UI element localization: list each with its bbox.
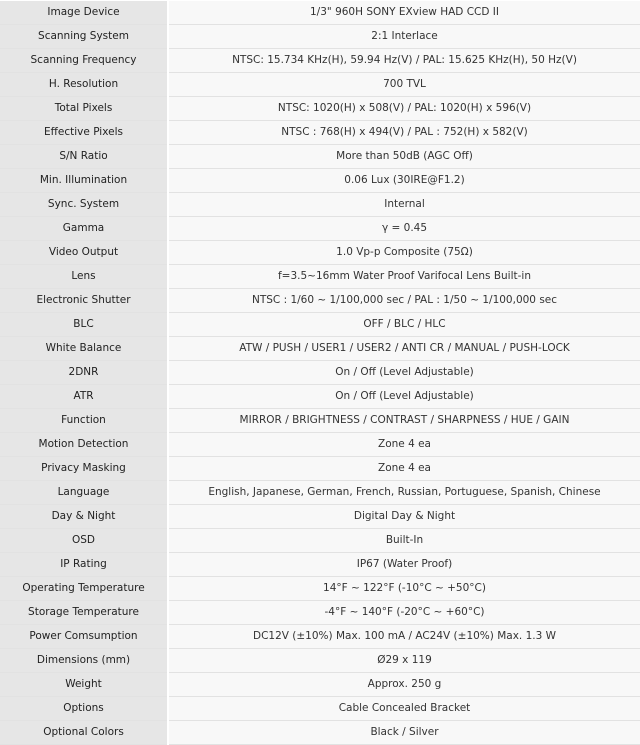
spec-value: NTSC : 1/60 ~ 1/100,000 sec / PAL : 1/50 ~ 1/100,000 sec — [168, 289, 640, 313]
spec-value: IP67 (Water Proof) — [168, 553, 640, 577]
spec-label: Operating Temperature — [0, 577, 168, 601]
spec-value: γ = 0.45 — [168, 217, 640, 241]
spec-label: White Balance — [0, 337, 168, 361]
spec-label: Electronic Shutter — [0, 289, 168, 313]
spec-label: 2DNR — [0, 361, 168, 385]
spec-row-day-night — [0, 505, 640, 529]
spec-row-min-illumination — [0, 169, 640, 193]
spec-label: Weight — [0, 673, 168, 697]
spec-value: 14°F ~ 122°F (-10°C ~ +50°C) — [168, 577, 640, 601]
spec-value: On / Off (Level Adjustable) — [168, 385, 640, 409]
spec-value: English, Japanese, German, French, Russian, Portuguese, Spanish, Chinese — [168, 481, 640, 505]
spec-row-language — [0, 481, 640, 505]
spec-label: Power Comsumption — [0, 625, 168, 649]
spec-row-power-consumption — [0, 625, 640, 649]
spec-label: Min. Illumination — [0, 169, 168, 193]
spec-row-dimensions — [0, 649, 640, 673]
spec-row-effective-pixels — [0, 121, 640, 145]
spec-row-h-resolution — [0, 73, 640, 97]
spec-label: Language — [0, 481, 168, 505]
spec-row-sync-system — [0, 193, 640, 217]
spec-row-weight — [0, 673, 640, 697]
spec-value: Zone 4 ea — [168, 457, 640, 481]
spec-label: S/N Ratio — [0, 145, 168, 169]
spec-value: OFF / BLC / HLC — [168, 313, 640, 337]
spec-label: BLC — [0, 313, 168, 337]
specifications-table-body — [0, 1, 640, 745]
spec-value: Built-In — [168, 529, 640, 553]
spec-label: Privacy Masking — [0, 457, 168, 481]
spec-value: 2:1 Interlace — [168, 25, 640, 49]
spec-value: 1/3" 960H SONY EXview HAD CCD II — [168, 1, 640, 25]
spec-value: MIRROR / BRIGHTNESS / CONTRAST / SHARPNESS / HUE / GAIN — [168, 409, 640, 433]
spec-label: Storage Temperature — [0, 601, 168, 625]
spec-row-white-balance — [0, 337, 640, 361]
spec-label: Day & Night — [0, 505, 168, 529]
spec-label: Optional Colors — [0, 721, 168, 745]
spec-label: Total Pixels — [0, 97, 168, 121]
spec-value: Ø29 x 119 — [168, 649, 640, 673]
spec-row-image-device — [0, 1, 640, 25]
spec-label: Dimensions (mm) — [0, 649, 168, 673]
spec-row-lens — [0, 265, 640, 289]
spec-label: Options — [0, 697, 168, 721]
spec-row-storage-temperature — [0, 601, 640, 625]
spec-value: Internal — [168, 193, 640, 217]
spec-row-total-pixels — [0, 97, 640, 121]
spec-row-osd — [0, 529, 640, 553]
spec-label: Lens — [0, 265, 168, 289]
spec-value: DC12V (±10%) Max. 100 mA / AC24V (±10%) Max. 1.3 W — [168, 625, 640, 649]
spec-row-operating-temperature — [0, 577, 640, 601]
spec-row-function — [0, 409, 640, 433]
spec-label: Image Device — [0, 1, 168, 25]
spec-value: Black / Silver — [168, 721, 640, 745]
spec-value: 0.06 Lux (30IRE@F1.2) — [168, 169, 640, 193]
spec-row-electronic-shutter — [0, 289, 640, 313]
spec-value: On / Off (Level Adjustable) — [168, 361, 640, 385]
spec-label: OSD — [0, 529, 168, 553]
spec-value: NTSC: 15.734 KHz(H), 59.94 Hz(V) / PAL: 15.625 KHz(H), 50 Hz(V) — [168, 49, 640, 73]
spec-value: f=3.5~16mm Water Proof Varifocal Lens Built-in — [168, 265, 640, 289]
spec-row-scanning-frequency — [0, 49, 640, 73]
spec-value: Digital Day & Night — [168, 505, 640, 529]
spec-label: Scanning System — [0, 25, 168, 49]
spec-value: Approx. 250 g — [168, 673, 640, 697]
spec-row-scanning-system — [0, 25, 640, 49]
spec-label: ATR — [0, 385, 168, 409]
spec-label: Gamma — [0, 217, 168, 241]
spec-value: -4°F ~ 140°F (-20°C ~ +60°C) — [168, 601, 640, 625]
spec-row-2dnr — [0, 361, 640, 385]
spec-value: 1.0 Vp-p Composite (75Ω) — [168, 241, 640, 265]
spec-value: NTSC: 1020(H) x 508(V) / PAL: 1020(H) x 596(V) — [168, 97, 640, 121]
spec-value: Cable Concealed Bracket — [168, 697, 640, 721]
spec-label: IP Rating — [0, 553, 168, 577]
spec-label: Sync. System — [0, 193, 168, 217]
spec-row-privacy-masking — [0, 457, 640, 481]
spec-row-gamma — [0, 217, 640, 241]
spec-label: Scanning Frequency — [0, 49, 168, 73]
spec-label: Video Output — [0, 241, 168, 265]
spec-label: Function — [0, 409, 168, 433]
spec-value: NTSC : 768(H) x 494(V) / PAL : 752(H) x 582(V) — [168, 121, 640, 145]
spec-label: H. Resolution — [0, 73, 168, 97]
spec-row-ip-rating — [0, 553, 640, 577]
spec-row-video-output — [0, 241, 640, 265]
spec-row-motion-detection — [0, 433, 640, 457]
spec-value: ATW / PUSH / USER1 / USER2 / ANTI CR / MANUAL / PUSH-LOCK — [168, 337, 640, 361]
spec-row-options — [0, 697, 640, 721]
spec-row-optional-colors — [0, 721, 640, 745]
spec-row-atr — [0, 385, 640, 409]
spec-row-sn-ratio — [0, 145, 640, 169]
spec-label: Motion Detection — [0, 433, 168, 457]
spec-label: Effective Pixels — [0, 121, 168, 145]
spec-value: Zone 4 ea — [168, 433, 640, 457]
spec-row-blc — [0, 313, 640, 337]
spec-value: 700 TVL — [168, 73, 640, 97]
spec-value: More than 50dB (AGC Off) — [168, 145, 640, 169]
